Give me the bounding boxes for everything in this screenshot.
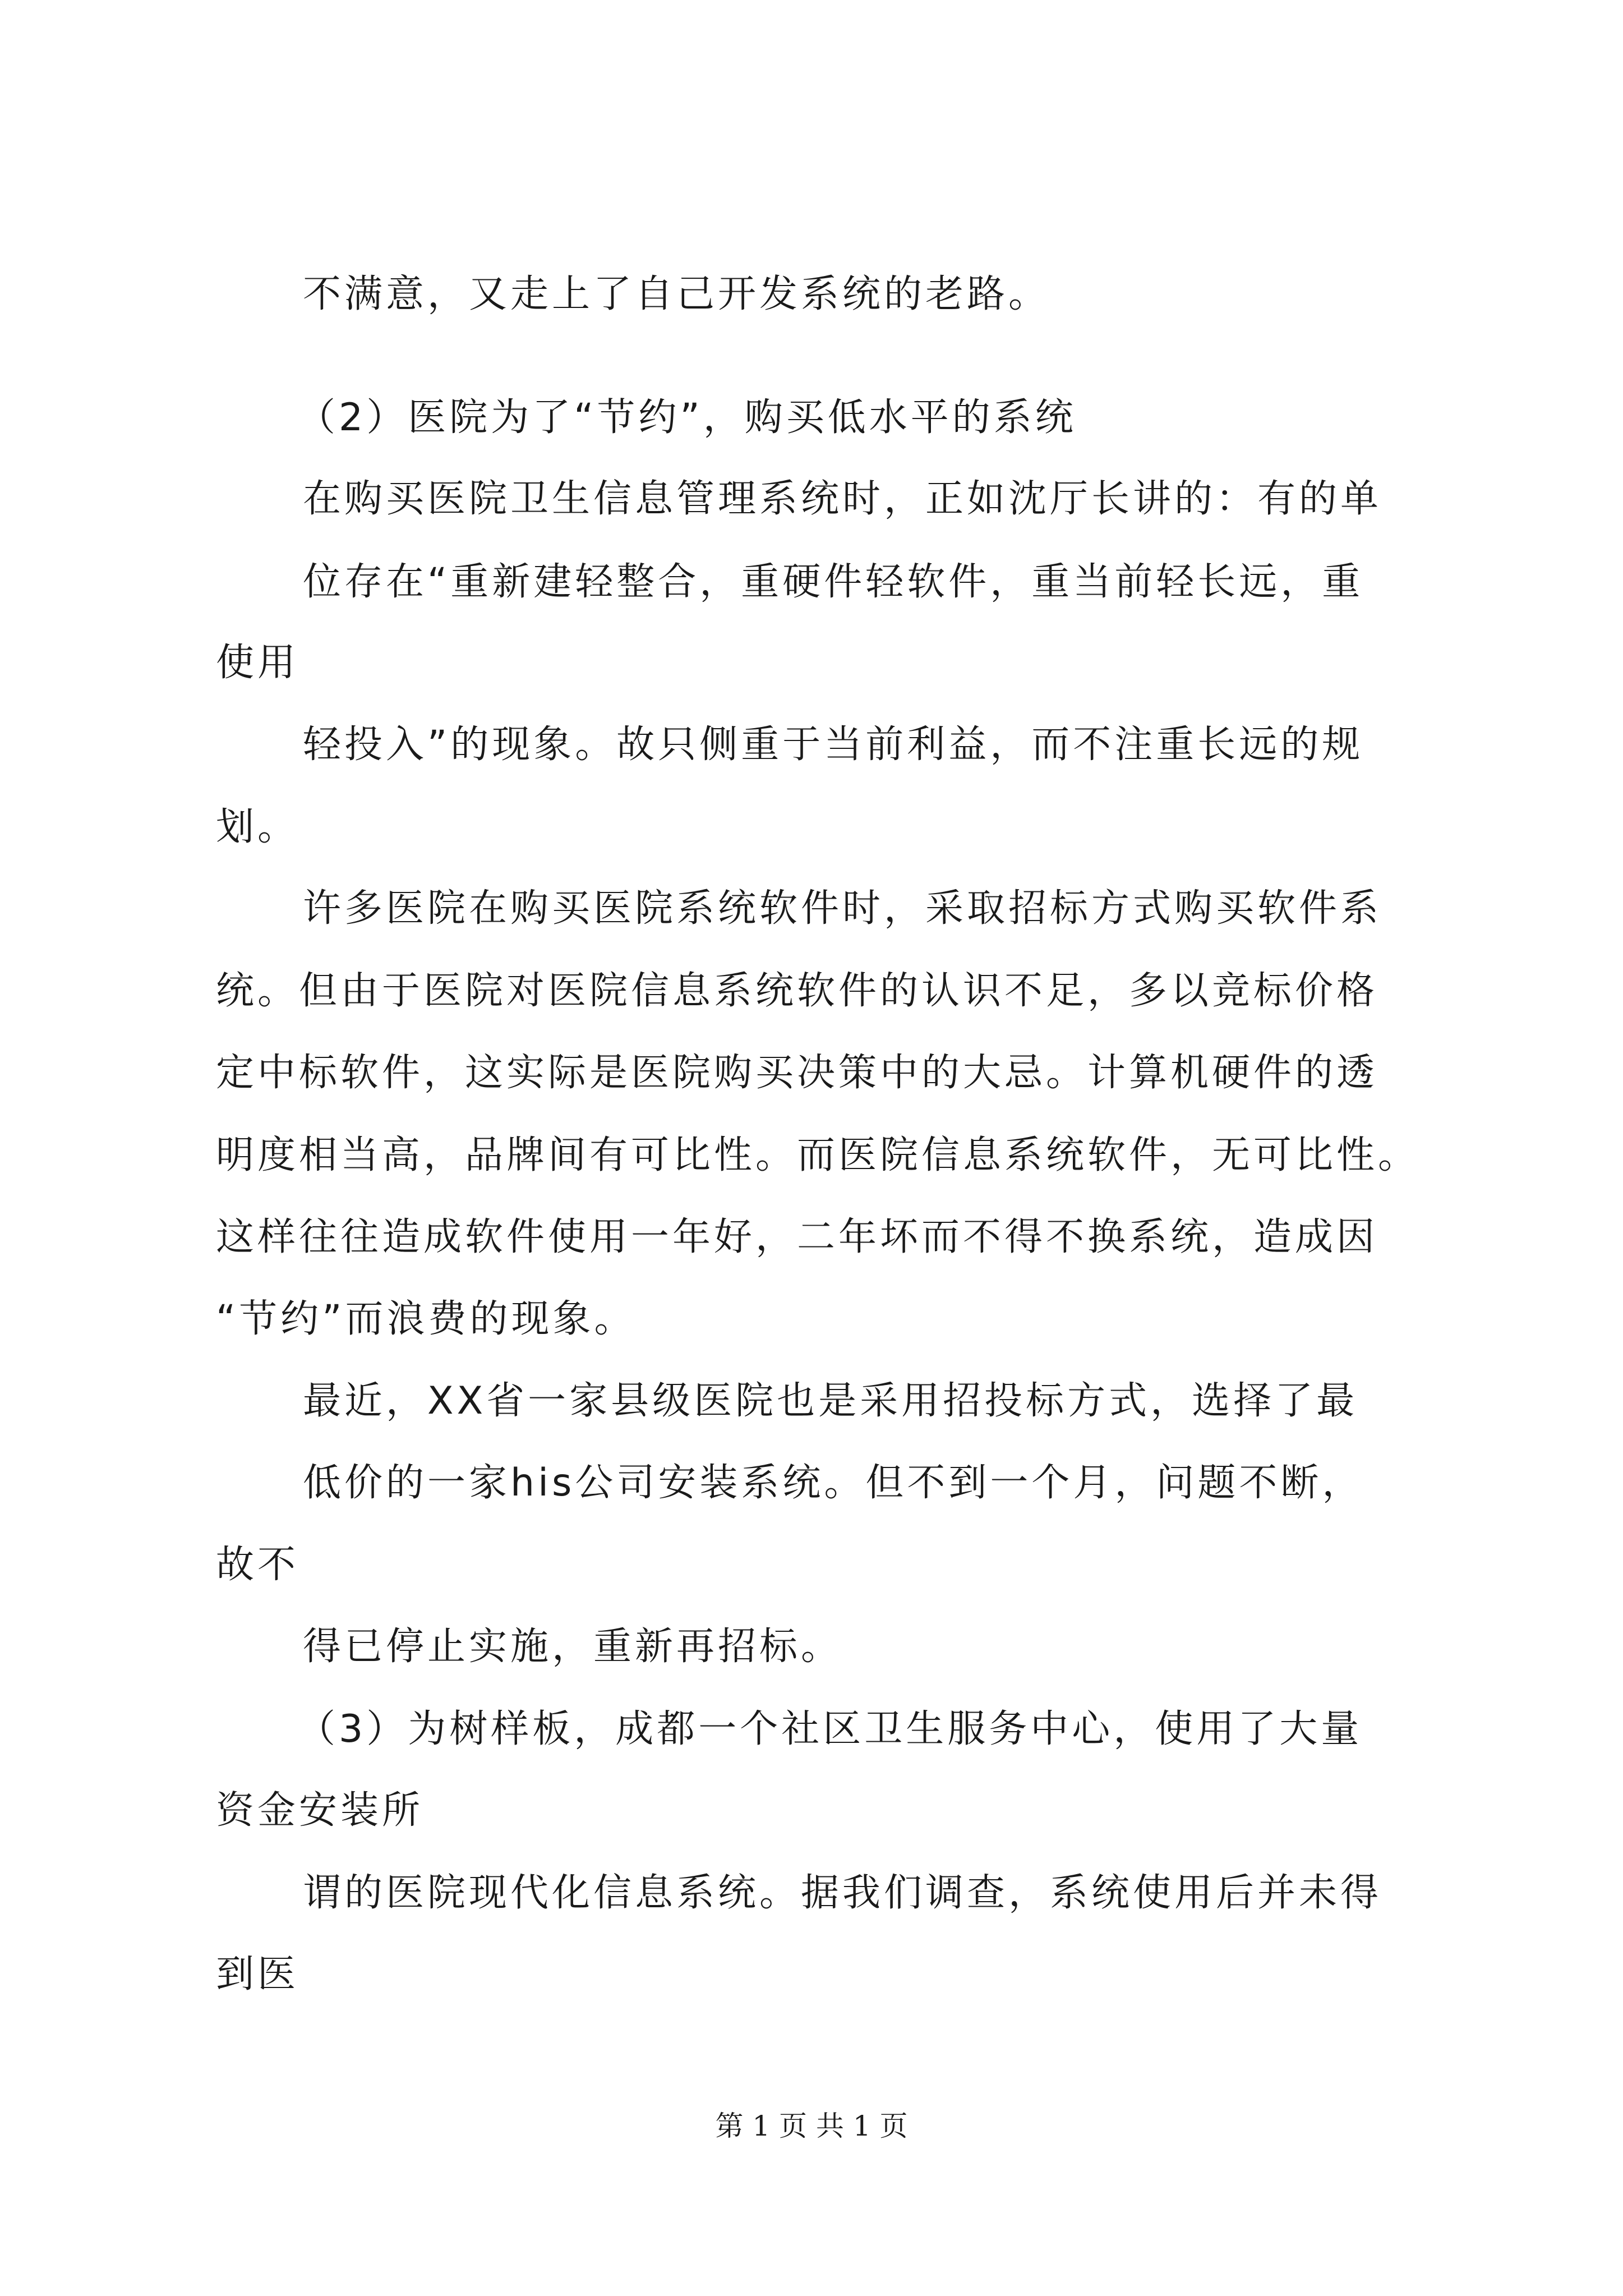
text-line: 资金安装所 (216, 1788, 424, 1833)
text-line: 统。但由于医院对医院信息系统软件的认识不足，多以竞标价格 (216, 969, 1378, 1013)
text-line: （3）为树样板，成都一个社区卫生服务中心，使用了大量 (297, 1707, 1363, 1751)
page-footer: 第 1 页 共 1 页 (715, 2110, 908, 2142)
text-line: “节约”而浪费的现象。 (216, 1297, 636, 1341)
text-line: 位存在“重新建轻整合，重硬件轻软件，重当前轻长远，重 (303, 560, 1364, 604)
text-line: 定中标软件，这实际是医院购买决策中的大忌。计算机硬件的透 (216, 1051, 1378, 1095)
text-line: 故不 (216, 1543, 299, 1587)
text-line: 不满意，又走上了自己开发系统的老路。 (303, 272, 1050, 316)
text-line: 使用 (216, 641, 299, 685)
text-line: 许多医院在购买医院系统软件时，采取招标方式购买软件系 (303, 886, 1382, 931)
text-line: 最近，XX省一家县级医院也是采用招投标方式，选择了最 (303, 1379, 1358, 1423)
text-line: 低价的一家his公司安装系统。但不到一个月，问题不断， (303, 1461, 1364, 1505)
text-line: 在购买医院卫生信息管理系统时，正如沈厅长讲的：有的单 (303, 477, 1382, 521)
text-line: 划。 (216, 805, 299, 849)
text-line: 轻投入”的现象。故只侧重于当前利益，而不注重长远的规 (303, 723, 1364, 767)
text-line: （2）医院为了“节约”，购买低水平的系统 (297, 395, 1077, 440)
text-line: 明度相当高，品牌间有可比性。而医院信息系统软件，无可比性。 (216, 1133, 1420, 1177)
text-line: 这样往往造成软件使用一年好，二年坏而不得不换系统，造成因 (216, 1215, 1378, 1259)
text-line: 到医 (216, 1952, 299, 1996)
text-line: 得已停止实施，重新再招标。 (303, 1625, 843, 1669)
text-line: 谓的医院现代化信息系统。据我们调查，系统使用后并未得 (303, 1871, 1382, 1915)
